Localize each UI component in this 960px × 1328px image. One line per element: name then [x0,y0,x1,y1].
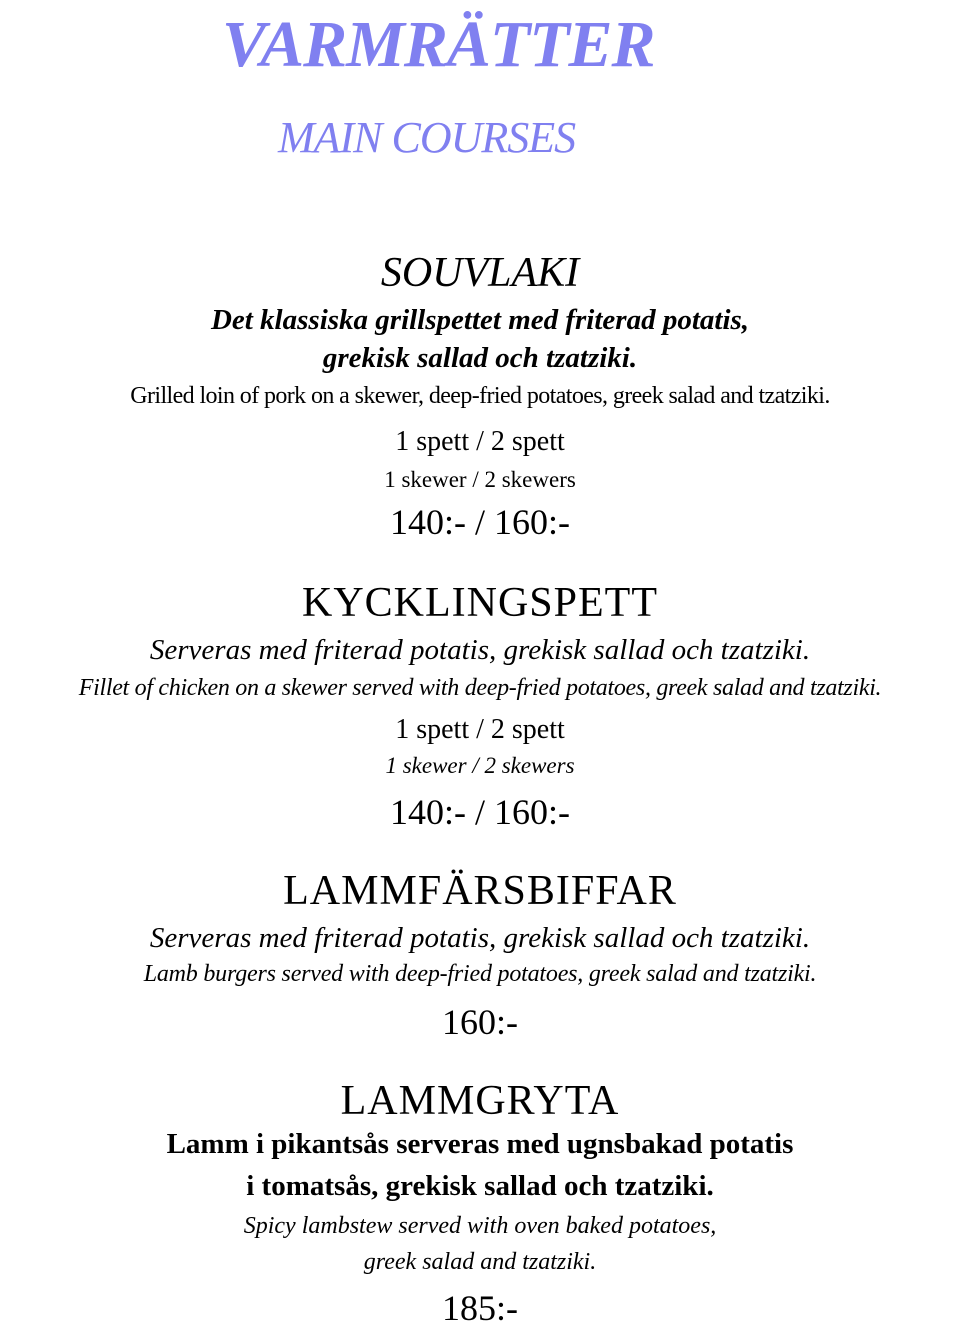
dish-desc-sv-lammgryta-1: Lamm i pikantsås serveras med ugnsbakad potatis [166,1128,794,1160]
menu-subtitle: MAIN COURSES [278,113,576,162]
dish-desc-en-lammgryta-2: greek salad and tzatziki. [363,1249,597,1275]
dish-desc-sv-souvlaki-1: Det klassiska grillspettet med friterad potatis, [210,304,750,336]
dish-portion-sv-souvlaki: 1 spett / 2 spett [395,426,565,457]
dish-desc-sv-lammfarsbiffar: Serveras med friterad potatis, grekisk sallad och tzatziki. [149,922,811,954]
dish-price-kycklingspett: 140:- / 160:- [390,792,570,832]
dish-desc-sv-souvlaki-2: grekisk sallad och tzatziki. [322,342,638,374]
dish-price-lammfarsbiffar: 160:- [442,1002,518,1042]
dish-desc-en-souvlaki: Grilled loin of pork on a skewer, deep-fried potatoes, greek salad and tzatziki. [130,383,830,409]
dish-desc-sv-kycklingspett: Serveras med friterad potatis, grekisk sallad och tzatziki. [149,634,811,666]
dish-portion-sv-kycklingspett: 1 spett / 2 spett [395,714,565,745]
dish-price-souvlaki: 140:- / 160:- [390,502,570,542]
dish-name-kycklingspett: KYCKLINGSPETT [302,580,658,626]
dish-desc-en-lammgryta-1: Spicy lambstew served with oven baked potatoes, [243,1213,717,1239]
dish-portion-en-souvlaki: 1 skewer / 2 skewers [384,467,576,492]
dish-name-lammfarsbiffar: LAMMFÄRSBIFFAR [283,868,677,914]
dish-price-lammgryta: 185:- [442,1288,518,1328]
dish-desc-en-lammfarsbiffar: Lamb burgers served with deep-fried potatoes, greek salad and tzatziki. [143,961,817,987]
dish-name-souvlaki: SOUVLAKI [380,250,580,296]
dish-portion-en-kycklingspett: 1 skewer / 2 skewers [385,753,575,778]
dish-name-lammgryta: LAMMGRYTA [340,1078,620,1124]
menu-title: VARMRÄTTER [222,8,655,81]
dish-desc-sv-lammgryta-2: i tomatsås, grekisk sallad och tzatziki. [246,1170,714,1202]
dish-desc-en-kycklingspett: Fillet of chicken on a skewer served with deep-fried potatoes, greek salad and tzatziki. [78,675,882,701]
